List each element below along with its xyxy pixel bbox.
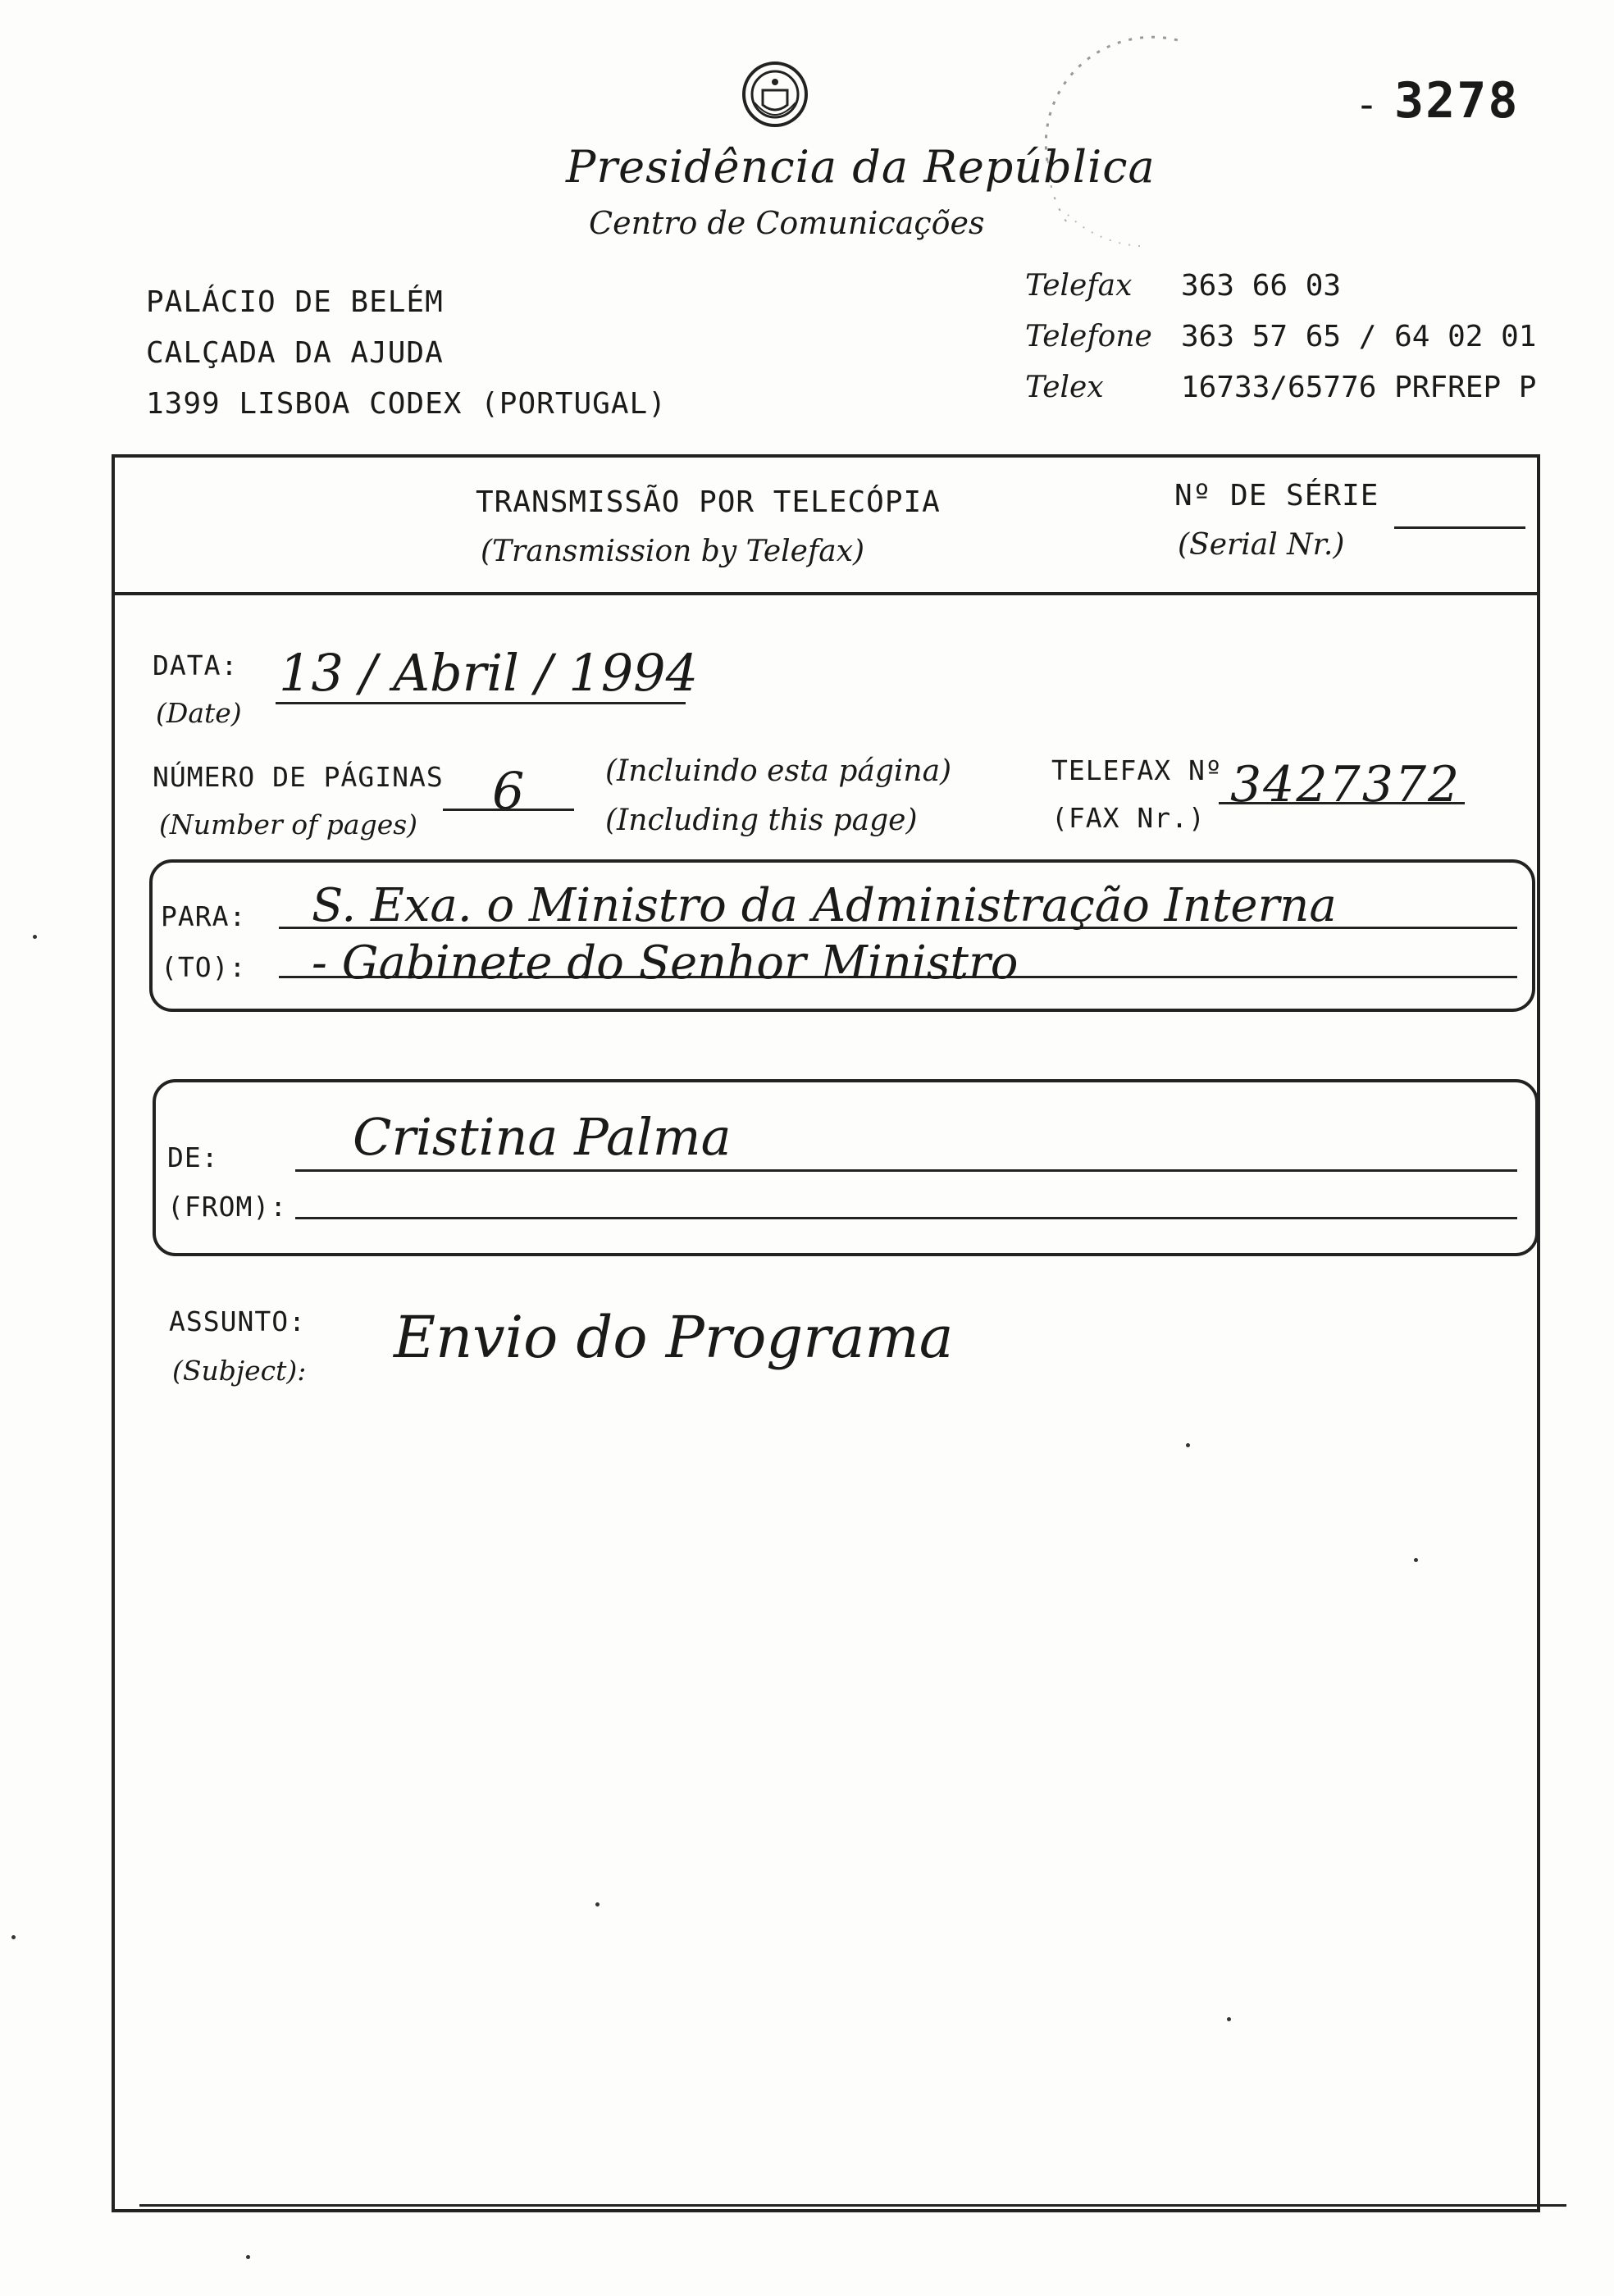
sender-line	[295, 1169, 1517, 1172]
sender-label-en: (FROM):	[167, 1191, 288, 1223]
contact-block	[1025, 261, 1536, 413]
sender-label: DE:	[167, 1141, 219, 1173]
date-label: DATA:	[153, 649, 239, 681]
recipient-label-en: (TO):	[161, 951, 247, 983]
subject-label-en: (Subject):	[172, 1355, 307, 1387]
serial-label-en: (Serial Nr.)	[1178, 528, 1345, 562]
serial-field[interactable]	[1394, 526, 1525, 529]
address-block	[146, 277, 667, 430]
address-line: CALÇADA DA AJUDA	[146, 336, 444, 370]
pages-field[interactable]: 6	[492, 761, 525, 821]
form-title: TRANSMISSÃO POR TELECÓPIA	[476, 485, 941, 519]
pages-label: NÚMERO DE PÁGINAS	[153, 761, 444, 793]
republic-emblem-icon	[738, 57, 812, 131]
contact-row-telex	[1025, 362, 1536, 413]
pages-note: (Incluindo esta página)	[605, 754, 952, 788]
pages-label-en: (Number of pages)	[159, 809, 418, 840]
address-line: 1399 LISBOA CODEX (PORTUGAL)	[146, 387, 667, 421]
pages-note-en: (Including this page)	[605, 804, 918, 837]
contact-label: Telefax	[1025, 269, 1133, 303]
org-name: Presidência da República	[566, 141, 1156, 193]
scan-speck	[246, 2255, 250, 2259]
contact-row-telefone	[1025, 312, 1536, 362]
sender-box	[153, 1079, 1539, 1256]
scan-speck	[1414, 1558, 1418, 1562]
scan-speck	[11, 1935, 16, 1939]
pages-field-line	[443, 809, 574, 811]
fax-number-field[interactable]: 3427372	[1230, 756, 1461, 813]
scan-speck	[1227, 2017, 1231, 2021]
form-title-en: (Transmission by Telefax)	[481, 535, 865, 568]
date-field-line	[276, 702, 686, 704]
recipient-field-line1[interactable]: S. Exa. o Ministro da Administração Interna	[312, 879, 1337, 932]
scan-speck	[1186, 1443, 1190, 1447]
contact-value: 363 66 03	[1181, 269, 1342, 303]
contact-label: Telefone	[1025, 320, 1152, 353]
faded-stamp	[1017, 8, 1263, 254]
page-number-dash: -	[1355, 82, 1379, 128]
scan-speck	[595, 1902, 600, 1906]
fax-number-label: TELEFAX Nº	[1051, 754, 1223, 786]
scan-speck	[33, 935, 37, 939]
subject-field[interactable]: Envio do Programa	[394, 1304, 954, 1371]
subject-label: ASSUNTO:	[169, 1305, 306, 1337]
contact-value: 16733/65776 PRFREP P	[1181, 371, 1537, 404]
org-department: Centro de Comunicações	[589, 205, 985, 241]
address-line: PALÁCIO DE BELÉM	[146, 285, 444, 319]
fax-number-label-en: (FAX Nr.)	[1051, 802, 1206, 834]
date-label-en: (Date)	[156, 697, 242, 729]
contact-value: 363 57 65 / 64 02 01	[1181, 320, 1537, 353]
recipient-label: PARA:	[161, 900, 247, 932]
recipient-field-line2[interactable]: - Gabinete do Senhor Ministro	[312, 936, 1019, 990]
form-header-divider	[115, 592, 1539, 595]
fax-number-line	[1219, 802, 1465, 804]
date-field[interactable]: 13 / Abril / 1994	[279, 643, 699, 703]
serial-label: Nº DE SÉRIE	[1174, 479, 1379, 512]
sender-line	[295, 1217, 1517, 1219]
sender-field[interactable]: Cristina Palma	[353, 1107, 732, 1167]
contact-row-telefax	[1025, 261, 1536, 312]
form-frame-bottom-rule	[139, 2204, 1566, 2207]
page-number: 3278	[1394, 72, 1520, 130]
contact-label: Telex	[1025, 371, 1104, 404]
